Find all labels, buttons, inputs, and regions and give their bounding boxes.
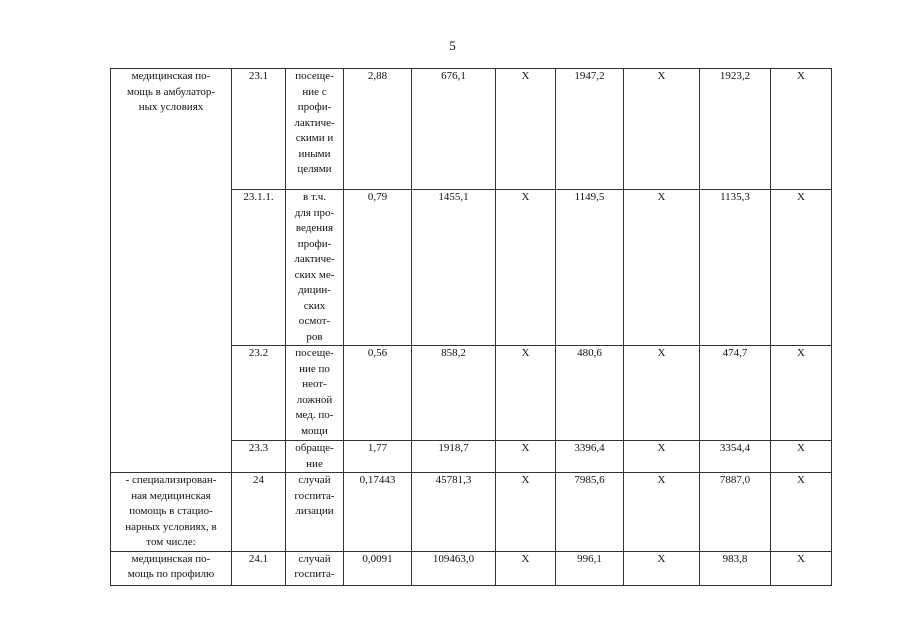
row-col-1: X [496,551,556,585]
row-col-5: X [771,346,832,441]
row-col-4: 3354,4 [700,441,771,473]
row-cost: 109463,0 [412,551,496,585]
page-number: 5 [449,38,456,53]
row-code: 23.2 [232,346,286,441]
row-cost: 676,1 [412,69,496,190]
row-norm: 0,17443 [344,473,412,552]
row-norm: 0,0091 [344,551,412,585]
row-col-1: X [496,69,556,190]
row-norm: 1,77 [344,441,412,473]
row-unit-cell [286,441,344,473]
row-code: 24 [232,473,286,552]
row-norm: 0,56 [344,346,412,441]
row-col-3: X [624,190,700,346]
row-name-cell [111,551,232,585]
row-cost: 1918,7 [412,441,496,473]
row-norm: 2,88 [344,69,412,190]
row-col-1: X [496,441,556,473]
row-col-3: X [624,441,700,473]
row-unit: случай госпита- лизации [294,474,335,517]
row-col-3: X [624,551,700,585]
row-code: 23.1.1. [232,190,286,346]
row-col-4: 1135,3 [700,190,771,346]
row-name-cell [111,473,232,552]
row-name: медицинская по- мощь по профилю [127,552,215,580]
norms-table [110,68,832,586]
row-col-2: 996,1 [556,551,624,585]
row-col-4: 1923,2 [700,69,771,190]
row-unit-cell [286,190,344,346]
row-col-3: X [624,346,700,441]
table-row [111,551,832,585]
row-name: - специализирован- ная медицинская помощь в стацио- нарных условиях, в том числе: [125,474,217,548]
row-col-1: X [496,190,556,346]
row-col-2: 1149,5 [556,190,624,346]
row-col-5: X [771,441,832,473]
row-unit-cell [286,346,344,441]
row-col-2: 480,6 [556,346,624,441]
row-col-3: X [624,473,700,552]
row-unit: посеще- ние с профи- лактиче- скими и иными целями [294,70,335,175]
row-col-1: X [496,473,556,552]
row-col-5: X [771,190,832,346]
row-code: 23.1 [232,69,286,190]
row-unit: посеще- ние по неот- ложной мед. по- мощи [295,347,334,437]
row-unit: случай госпита- [294,552,335,580]
row-cost: 45781,3 [412,473,496,552]
row-cost: 858,2 [412,346,496,441]
row-col-2: 1947,2 [556,69,624,190]
row-unit-cell [286,551,344,585]
row-norm: 0,79 [344,190,412,346]
row-unit: обраще- ние [295,442,334,470]
row-code: 23.3 [232,441,286,473]
table-row [111,473,832,552]
row-col-3: X [624,69,700,190]
row-col-5: X [771,473,832,552]
row-col-4: 983,8 [700,551,771,585]
row-col-2: 3396,4 [556,441,624,473]
row-col-5: X [771,69,832,190]
row-code: 24.1 [232,551,286,585]
row-col-4: 474,7 [700,346,771,441]
row-name-cell [111,69,232,473]
row-unit-cell [286,473,344,552]
row-name: медицинская по- мощь в амбулатор- ных условиях [126,70,216,113]
row-col-1: X [496,346,556,441]
row-col-5: X [771,551,832,585]
table-row [111,69,832,190]
row-unit: в т.ч. для про- ведения профи- лактиче- ских ме- дицин- ских осмот- ров [294,191,335,343]
row-unit-cell [286,69,344,190]
row-col-4: 7887,0 [700,473,771,552]
row-col-2: 7985,6 [556,473,624,552]
row-cost: 1455,1 [412,190,496,346]
